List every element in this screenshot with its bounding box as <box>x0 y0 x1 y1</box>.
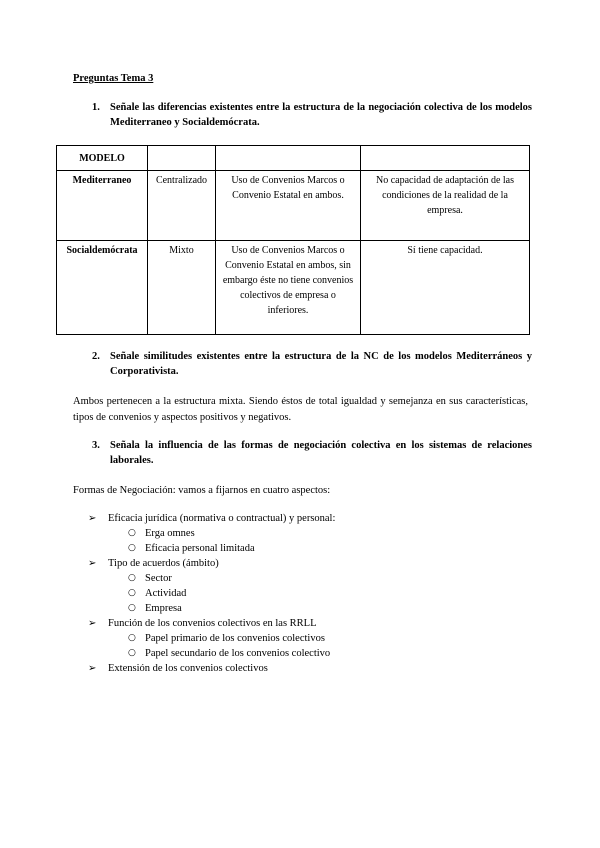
question-2-text: Señale similitudes existentes entre la estructura de la NC de los modelos Mediterráneos y Corporativista. <box>110 351 532 377</box>
negotiation-aspects-list <box>88 511 528 676</box>
arrow-bullet-icon: ➢ <box>88 513 97 524</box>
circle-bullet-icon: ○ <box>128 648 136 658</box>
answer-2: Ambos pertenecen a la estructura mixta. Siendo éstos de total igualdad y semejanza en sus características, tipos de convenios y aspectos positivos y negativos. <box>73 396 528 423</box>
list-item: ○ Eficacia personal limitada <box>128 543 255 554</box>
table-cell-model: Socialdemócrata <box>57 241 148 335</box>
table-cell: Mixto <box>148 241 216 335</box>
answer-3-intro: Formas de Negociación: vamos a fijarnos en cuatro aspectos: <box>73 485 331 496</box>
table-header-cell <box>148 146 216 171</box>
question-1-number: 1. <box>92 102 100 113</box>
arrow-bullet-icon: ➢ <box>88 558 97 569</box>
table-cell: No capacidad de adaptación de las condiciones de la realidad de la empresa. <box>361 171 530 241</box>
models-table <box>56 145 530 335</box>
list-item: ➢ Tipo de acuerdos (ámbito) <box>88 558 219 569</box>
table-header-row <box>57 146 530 171</box>
question-3-number: 3. <box>92 440 100 451</box>
table-cell: Centralizado <box>148 171 216 241</box>
circle-bullet-icon: ○ <box>128 543 136 553</box>
circle-bullet-icon: ○ <box>128 528 136 538</box>
list-item: ➢ Extensión de los convenios colectivos <box>88 663 268 674</box>
list-item: ○ Actividad <box>128 588 187 599</box>
page-title: Preguntas Tema 3 <box>73 73 154 84</box>
table-header-cell: MODELO <box>57 146 148 171</box>
question-1-text: Señale las diferencias existentes entre la estructura de la negociación colectiva de los modelos Mediterraneo y Socialdemócrata. <box>110 102 532 128</box>
arrow-bullet-icon: ➢ <box>88 618 97 629</box>
list-item: ➢ Eficacia jurídica (normativa o contractual) y personal: <box>88 513 336 524</box>
table-header-cell <box>361 146 530 171</box>
arrow-bullet-icon: ➢ <box>88 663 97 674</box>
list-item: ○ Empresa <box>128 603 182 614</box>
table-row <box>57 171 530 241</box>
list-item: ➢ Función de los convenios colectivos en las RRLL <box>88 618 317 629</box>
question-3-text: Señala la influencia de las formas de negociación colectiva en los sistemas de relaciones laborales. <box>110 440 532 466</box>
list-item: ○ Papel primario de los convenios colectivos <box>128 633 325 644</box>
table-cell-model: Mediterraneo <box>57 171 148 241</box>
circle-bullet-icon: ○ <box>128 603 136 613</box>
circle-bullet-icon: ○ <box>128 588 136 598</box>
table-cell: Uso de Convenios Marcos o Convenio Estatal en ambos, sin embargo éste no tiene convenios colectivos de empresa o inferiores. <box>216 241 361 335</box>
circle-bullet-icon: ○ <box>128 573 136 583</box>
list-item: ○ Papel secundario de los convenios colectivo <box>128 648 331 659</box>
circle-bullet-icon: ○ <box>128 633 136 643</box>
table-cell: Uso de Convenios Marcos o Convenio Estatal en ambos. <box>216 171 361 241</box>
table-row <box>57 241 530 335</box>
table-header-cell <box>216 146 361 171</box>
list-item: ○ Erga omnes <box>128 528 195 539</box>
list-item: ○ Sector <box>128 573 172 584</box>
question-2-number: 2. <box>92 351 100 362</box>
table-cell: Sí tiene capacidad. <box>361 241 530 335</box>
